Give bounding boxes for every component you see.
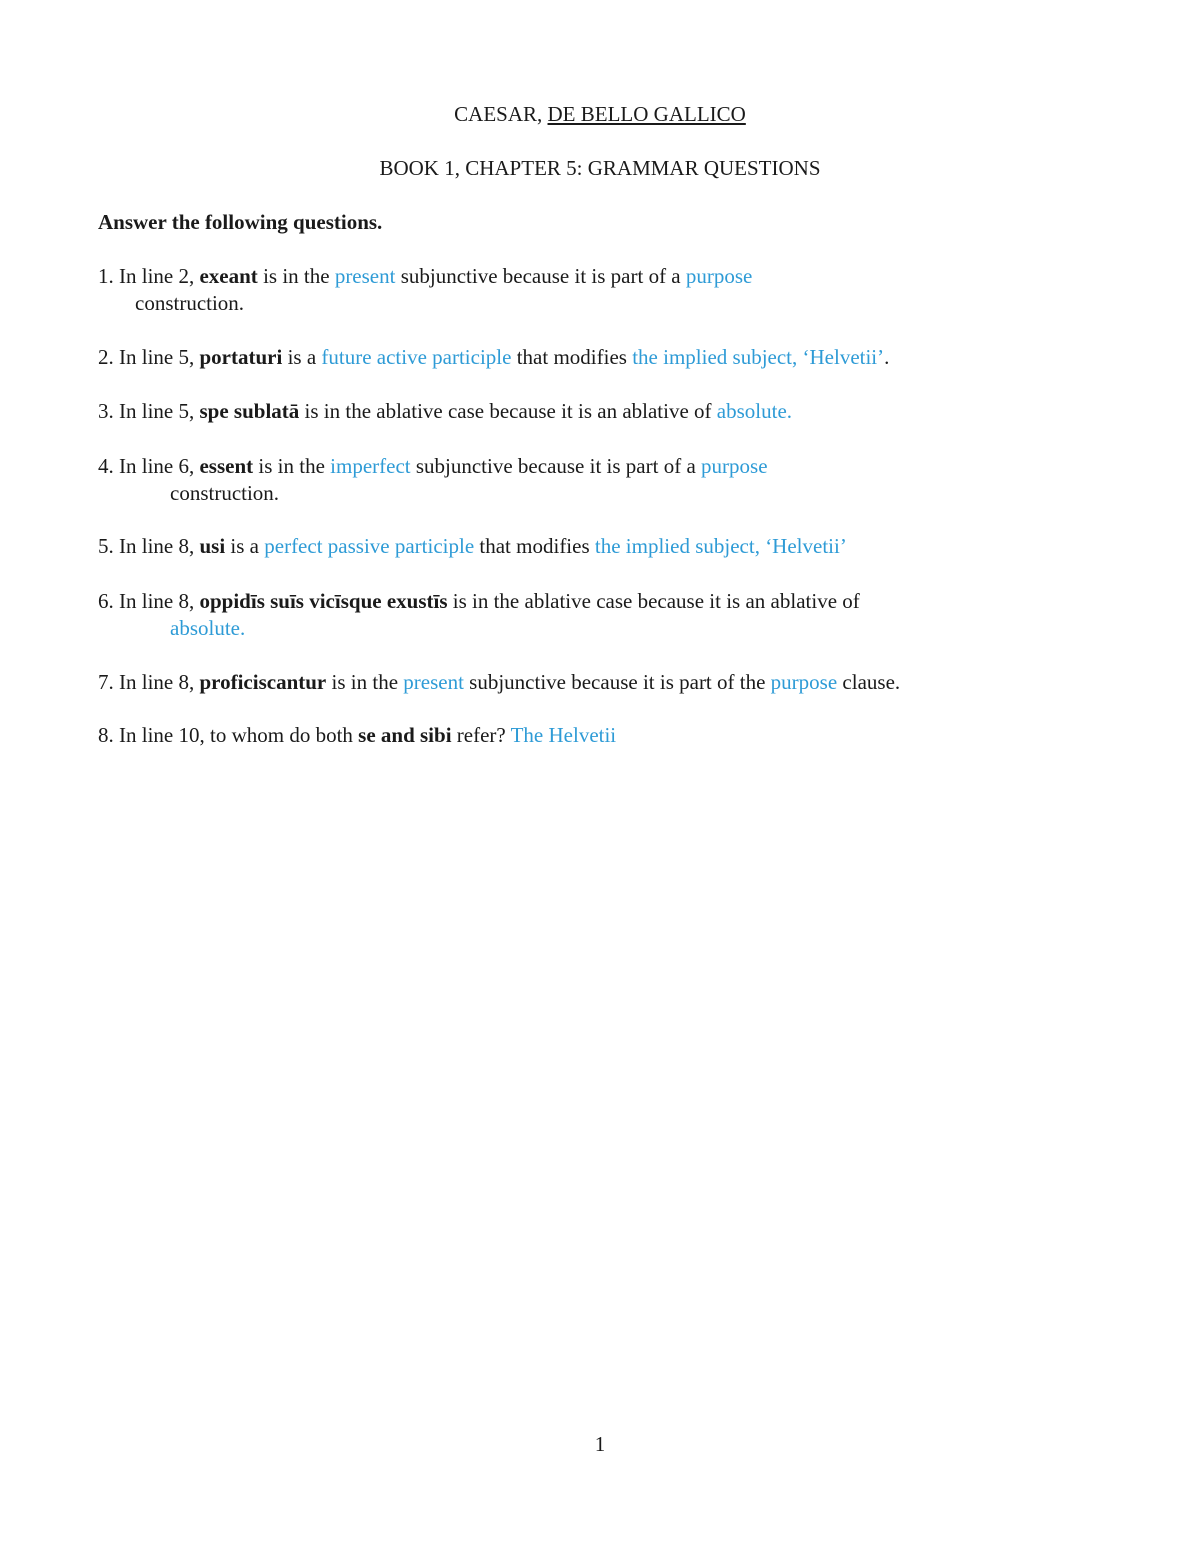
instructions: Answer the following questions. bbox=[98, 210, 383, 234]
question-text: clause. bbox=[837, 670, 901, 694]
question-text: . bbox=[884, 345, 890, 369]
question-3 bbox=[98, 398, 792, 425]
question-text: subjunctive because it is part of a bbox=[395, 264, 686, 288]
question-1 bbox=[98, 263, 752, 317]
question-text: that modifies bbox=[511, 345, 633, 369]
answer-text: purpose bbox=[770, 670, 838, 694]
answer-text: purpose bbox=[701, 454, 768, 478]
answer-text: future active participle bbox=[321, 345, 512, 369]
latin-word: portaturi bbox=[199, 345, 283, 369]
answer-text: purpose bbox=[685, 264, 753, 288]
answer-text: the implied subject, ‘Helvetii’ bbox=[594, 534, 847, 558]
question-text: In line 8, bbox=[119, 670, 200, 694]
question-text: In line 8, bbox=[119, 534, 200, 558]
answer-text: perfect passive participle bbox=[264, 534, 475, 558]
answer-text: present bbox=[334, 264, 396, 288]
question-2 bbox=[98, 344, 889, 371]
question-text: is in the bbox=[253, 454, 331, 478]
answer-text: absolute. bbox=[170, 616, 246, 640]
title-author: CAESAR, bbox=[454, 102, 548, 126]
question-text: is in the bbox=[326, 670, 404, 694]
answer-text: absolute. bbox=[716, 399, 793, 423]
question-text: In line 5, bbox=[119, 345, 200, 369]
title-work: DE BELLO GALLICO bbox=[547, 102, 746, 126]
question-text: In line 6, bbox=[119, 454, 200, 478]
latin-word: spe sublatā bbox=[199, 399, 300, 423]
question-text: construction. bbox=[170, 481, 280, 505]
question-text: In line 8, bbox=[119, 589, 200, 613]
latin-word: exeant bbox=[199, 264, 258, 288]
question-text: In line 10, to whom do both bbox=[119, 723, 359, 747]
question-6 bbox=[98, 588, 860, 642]
question-text: subjunctive because it is part of a bbox=[410, 454, 702, 478]
page-number: 1 bbox=[594, 1432, 606, 1456]
question-text: is a bbox=[225, 534, 265, 558]
question-4 bbox=[98, 453, 768, 507]
question-number: 5. bbox=[98, 534, 119, 558]
question-text: In line 2, bbox=[119, 264, 200, 288]
answer-text: imperfect bbox=[330, 454, 411, 478]
document-subtitle: BOOK 1, CHAPTER 5: GRAMMAR QUESTIONS bbox=[379, 156, 821, 180]
latin-word: proficiscantur bbox=[199, 670, 327, 694]
question-number: 4. bbox=[98, 454, 119, 478]
question-number: 2. bbox=[98, 345, 119, 369]
question-7 bbox=[98, 669, 900, 696]
question-text: In line 5, bbox=[119, 399, 200, 423]
answer-text: The Helvetii bbox=[510, 723, 617, 747]
question-text: refer? bbox=[451, 723, 511, 747]
question-number: 8. bbox=[98, 723, 119, 747]
question-text: is a bbox=[282, 345, 322, 369]
question-5 bbox=[98, 533, 847, 560]
question-8 bbox=[98, 722, 616, 749]
latin-word: oppidīs suīs vicīsque exustīs bbox=[199, 589, 448, 613]
question-number: 1. bbox=[98, 264, 119, 288]
question-number: 7. bbox=[98, 670, 119, 694]
latin-word: se and sibi bbox=[358, 723, 452, 747]
question-text: is in the bbox=[257, 264, 335, 288]
document-title bbox=[0, 102, 1200, 127]
latin-word: usi bbox=[199, 534, 226, 558]
question-text: is in the ablative case because it is an ablative of bbox=[299, 399, 717, 423]
answer-text: present bbox=[403, 670, 464, 694]
question-text: that modifies bbox=[474, 534, 595, 558]
question-text: subjunctive because it is part of the bbox=[463, 670, 771, 694]
question-number: 6. bbox=[98, 589, 119, 613]
question-text: construction. bbox=[135, 291, 245, 315]
question-text: is in the ablative case because it is an ablative of bbox=[447, 589, 860, 613]
question-number: 3. bbox=[98, 399, 119, 423]
latin-word: essent bbox=[199, 454, 254, 478]
answer-text: the implied subject, ‘Helvetii’ bbox=[632, 345, 885, 369]
